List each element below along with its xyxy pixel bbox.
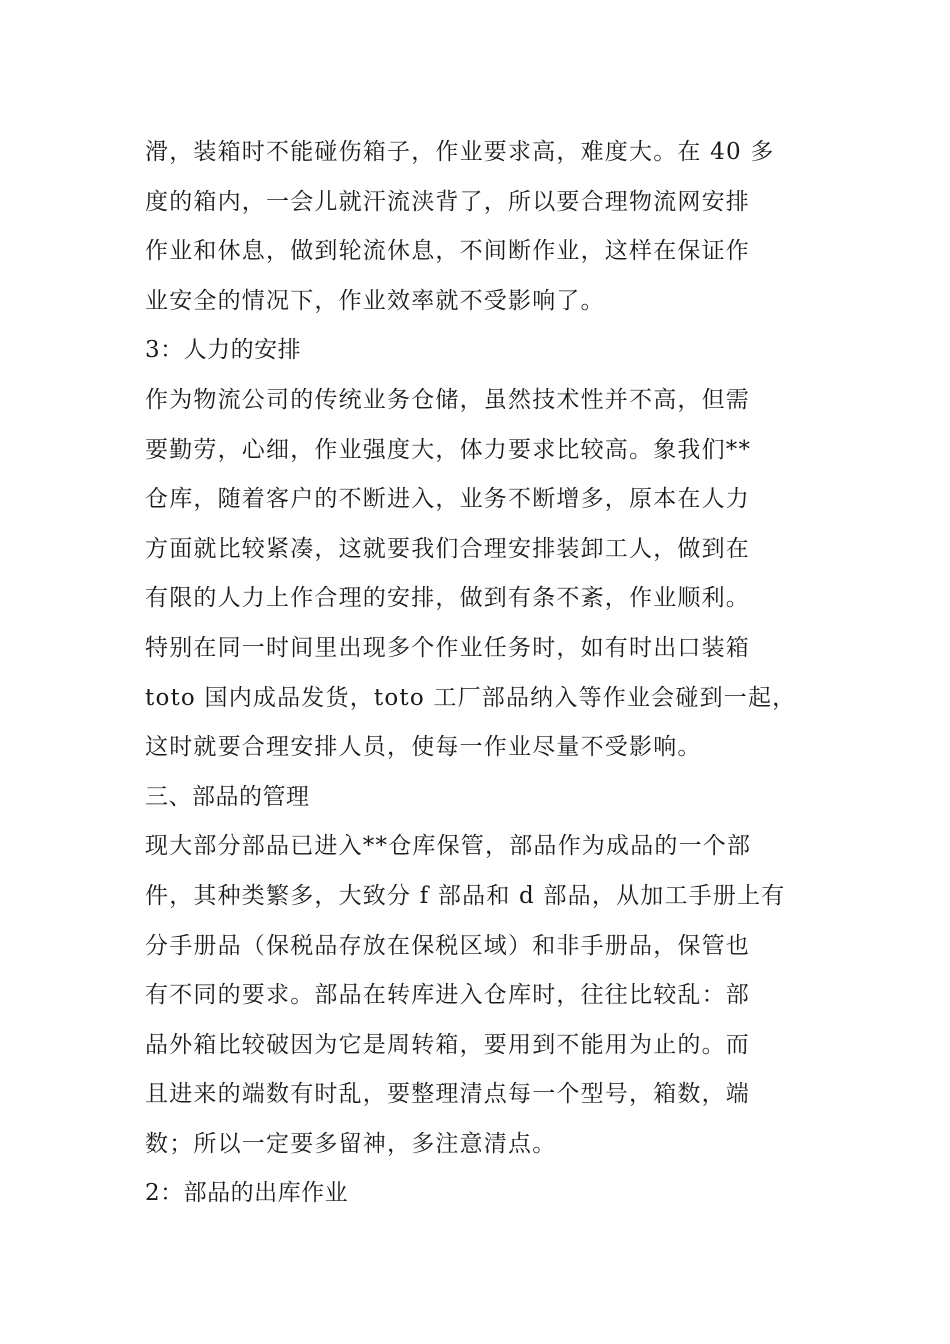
paragraph-line: 品外箱比较破因为它是周转箱，要用到不能用为止的。而 bbox=[145, 1031, 750, 1058]
paragraph-line: 有限的人力上作合理的安排，做到有条不紊，作业顺利。 bbox=[145, 585, 750, 612]
paragraph-line: 现大部分部品已进入**仓库保管，部品作为成品的一个部 bbox=[145, 833, 752, 860]
paragraph-line: 且进来的端数有时乱，要整理清点每一个型号，箱数，端 bbox=[145, 1081, 750, 1108]
section-heading: 3：人力的安排 bbox=[145, 337, 302, 364]
paragraph-line: 度的箱内，一会儿就汗流浃背了，所以要合理物流网安排 bbox=[145, 188, 750, 215]
paragraph-line: 特别在同一时间里出现多个作业任务时，如有时出口装箱 bbox=[145, 634, 750, 661]
paragraph-line: 有不同的要求。部品在转库进入仓库时，往往比较乱：部 bbox=[145, 982, 750, 1009]
paragraph-line: 滑，装箱时不能碰伤箱子，作业要求高，难度大。在 40 多 bbox=[145, 139, 775, 165]
paragraph-line: 数；所以一定要多留神，多注意清点。 bbox=[145, 1130, 557, 1157]
paragraph-line: 件，其种类繁多，大致分 f 部品和 d 部品，从加工手册上有 bbox=[145, 882, 786, 909]
paragraph-line: 要勤劳，心细，作业强度大，体力要求比较高。象我们** bbox=[145, 436, 752, 463]
paragraph-line: 方面就比较紧凑，这就要我们合理安排装卸工人，做到在 bbox=[145, 535, 750, 562]
section-heading: 2：部品的出库作业 bbox=[145, 1180, 349, 1207]
paragraph-line: 这时就要合理安排人员，使每一作业尽量不受影响。 bbox=[145, 734, 702, 761]
paragraph-line: 仓库，随着客户的不断进入，业务不断增多，原本在人力 bbox=[145, 486, 750, 513]
section-heading: 三、部品的管理 bbox=[145, 783, 310, 810]
paragraph-line: 作为物流公司的传统业务仓储，虽然技术性并不高，但需 bbox=[145, 386, 750, 413]
document-body bbox=[145, 128, 815, 1219]
paragraph-line: toto 国内成品发货，toto 工厂部品纳入等作业会碰到一起， bbox=[145, 684, 797, 711]
paragraph-line: 业安全的情况下，作业效率就不受影响了。 bbox=[145, 287, 605, 314]
paragraph-line: 作业和休息，做到轮流休息，不间断作业，这样在保证作 bbox=[145, 238, 750, 265]
paragraph-line: 分手册品（保税品存放在保税区域）和非手册品，保管也 bbox=[145, 932, 750, 959]
